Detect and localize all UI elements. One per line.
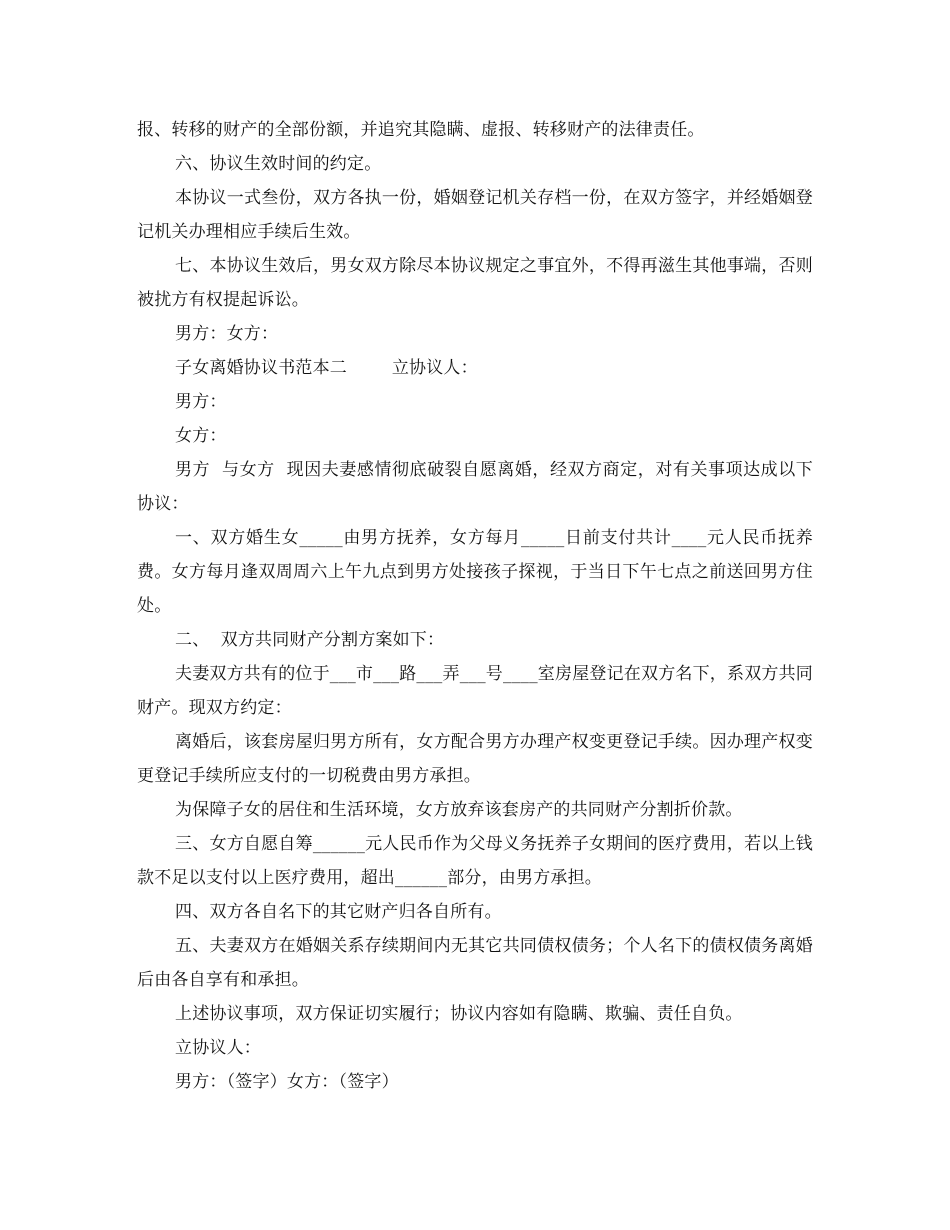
paragraph-article-one: 一、双方婚生女_____由男方抚养，女方每月_____日前支付共计____元人民币抚养费。女方每月逢双周周六上午九点到男方处接孩子探视，于当日下午七点之前送回男方住处。 (137, 528, 813, 616)
paragraph-preamble: 男方 与女方 现因夫妻感情彻底破裂自愿离婚，经双方商定，对有关事项达成以下协议： (137, 460, 813, 514)
paragraph-signatories: 立协议人： (175, 1038, 261, 1058)
paragraph-waive-compensation: 为保障子女的居住和生活环境，女方放弃该套房产的共同财产分割折价款。 (175, 800, 743, 820)
paragraph-article-two: 二、 双方共同财产分割方案如下： (175, 630, 445, 650)
paragraph-article-three: 三、女方自愿自筹______元人民币作为父母义务抚养子女期间的医疗费用，若以上钱款不足以支付以上医疗费用，超出______部分，由男方承担。 (137, 834, 813, 888)
paragraph-female-party: 女方： (175, 426, 227, 446)
paragraph-property-location: 夫妻双方共有的位于___市___路___弄___号____室房屋登记在双方名下，系双方共同财产。现双方约定： (137, 664, 813, 718)
paragraph-guarantee: 上述协议事项，双方保证切实履行；协议内容如有隐瞒、欺骗、责任自负。 (175, 1004, 743, 1024)
paragraph-section-seven: 七、本协议生效后，男女双方除尽本协议规定之事宜外，不得再滋生其他事端，否则被扰方有权提起诉讼。 (137, 256, 813, 310)
paragraph-signatures: 男方：（签字）女方：（签字） (175, 1072, 399, 1092)
paragraph-article-five: 五、夫妻双方在婚姻关系存续期间内无其它共同债权债务；个人名下的债权债务离婚后由各自享有和承担。 (137, 936, 813, 990)
paragraph-copies: 本协议一式叁份，双方各执一份，婚姻登记机关存档一份，在双方签字，并经婚姻登记机关办理相应手续后生效。 (137, 188, 813, 242)
paragraph-house-ownership: 离婚后，该套房屋归男方所有，女方配合男方办理产权变更登记手续。因办理产权变更登记手续所应支付的一切税费由男方承担。 (137, 732, 813, 786)
paragraph-parties-line: 男方：女方： (175, 324, 279, 344)
document-body (137, 113, 813, 1099)
paragraph-sample-two-title: 子女离婚协议书范本二 立协议人： (175, 358, 478, 378)
paragraph-section-six: 六、协议生效时间的约定。 (175, 154, 382, 174)
paragraph-continuation: 报、转移的财产的全部份额，并追究其隐瞒、虚报、转移财产的法律责任。 (137, 120, 705, 140)
paragraph-article-four: 四、双方各自名下的其它财产归各自所有。 (175, 902, 502, 922)
paragraph-male-party: 男方： (175, 392, 227, 412)
